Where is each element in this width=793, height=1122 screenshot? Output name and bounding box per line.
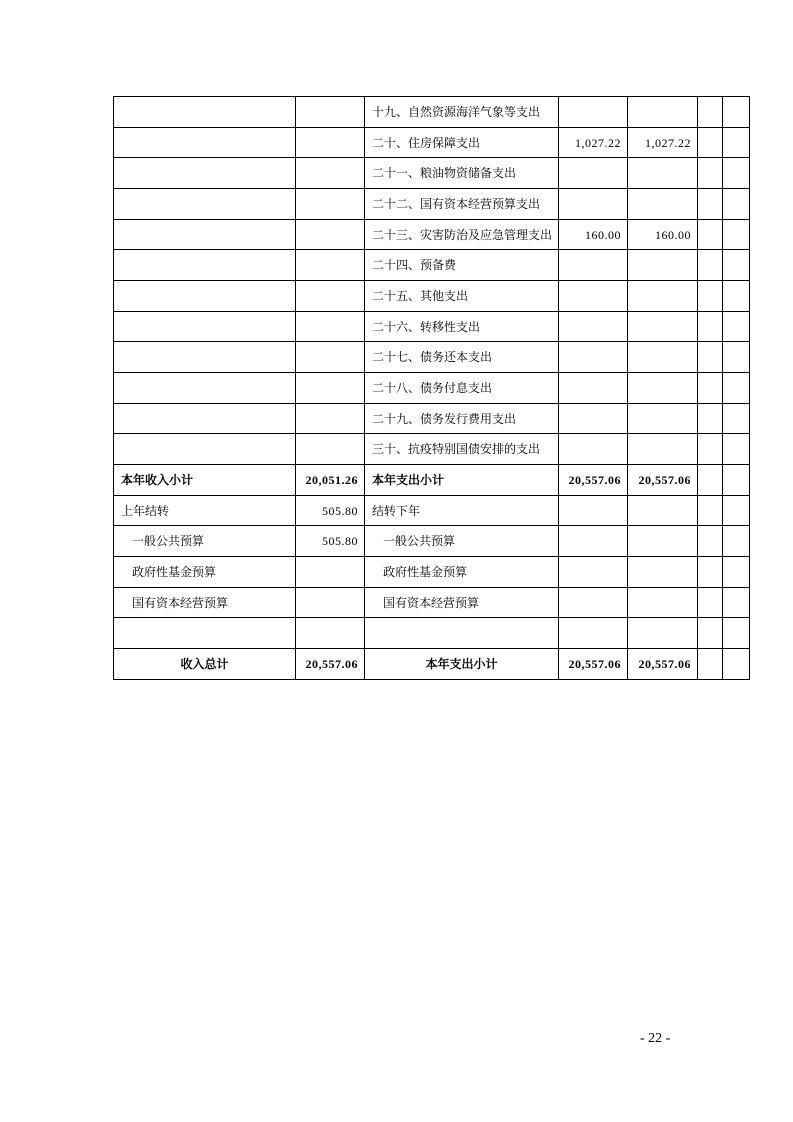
extra-cell [698,250,723,281]
expense-amount-cell [628,495,698,526]
expense-amount-cell [628,281,698,312]
income-amount-cell [296,97,365,128]
table-row [114,557,750,588]
expense-amount-cell [559,557,628,588]
table-row [114,403,750,434]
income-item-cell: 国有资本经营预算 [114,587,296,618]
extra-cell [698,342,723,373]
expense-amount-cell [559,526,628,557]
expense-amount-cell [628,403,698,434]
extra-cell [698,127,723,158]
table-row [114,250,750,281]
income-item-cell [114,97,296,128]
table-row [114,342,750,373]
income-item-cell [114,373,296,404]
expense-amount-cell [628,342,698,373]
expense-item-cell [365,618,559,649]
expense-amount-cell [628,189,698,220]
expense-amount-cell [559,587,628,618]
extra-cell [698,189,723,220]
expense-item-cell: 政府性基金预算 [365,557,559,588]
extra-cell [723,649,750,680]
expense-amount-cell [628,526,698,557]
income-item-cell [114,281,296,312]
extra-cell [723,526,750,557]
extra-cell [698,281,723,312]
income-amount-cell [296,618,365,649]
income-amount-cell: 20,557.06 [296,649,365,680]
expense-amount-cell [559,434,628,465]
expense-item-cell: 二十一、粮油物资储备支出 [365,158,559,189]
income-item-cell [114,219,296,250]
expense-amount-cell [628,618,698,649]
extra-cell [698,618,723,649]
expense-amount-cell [559,618,628,649]
extra-cell [723,311,750,342]
page-number: - 22 - [640,1031,671,1046]
income-amount-cell [296,158,365,189]
income-amount-cell: 505.80 [296,495,365,526]
expense-item-cell: 二十七、债务还本支出 [365,342,559,373]
expense-amount-cell [628,97,698,128]
table-row [114,618,750,649]
extra-cell [723,373,750,404]
extra-cell [698,434,723,465]
income-item-cell: 本年收入小计 [114,465,296,496]
expense-item-cell: 本年支出小计 [365,649,559,680]
income-item-cell [114,403,296,434]
table-row [114,189,750,220]
table-row [114,526,750,557]
subtotal-row [114,465,750,496]
income-amount-cell [296,434,365,465]
expense-amount-cell: 160.00 [628,219,698,250]
income-item-cell [114,311,296,342]
extra-cell [698,526,723,557]
table-row [114,587,750,618]
table-row [114,495,750,526]
extra-cell [723,127,750,158]
income-amount-cell [296,250,365,281]
income-amount-cell: 505.80 [296,526,365,557]
expense-amount-cell [559,342,628,373]
extra-cell [698,311,723,342]
table-row [114,158,750,189]
table-row [114,434,750,465]
total-row [114,649,750,680]
expense-amount-cell [628,434,698,465]
income-item-cell: 上年结转 [114,495,296,526]
extra-cell [698,373,723,404]
income-amount-cell [296,403,365,434]
expense-amount-cell: 20,557.06 [628,465,698,496]
expense-amount-cell [559,281,628,312]
income-amount-cell [296,373,365,404]
expense-item-cell: 二十八、债务付息支出 [365,373,559,404]
table-row [114,373,750,404]
expense-item-cell: 二十二、国有资本经营预算支出 [365,189,559,220]
income-amount-cell [296,557,365,588]
extra-cell [723,434,750,465]
expense-amount-cell: 20,557.06 [628,649,698,680]
extra-cell [723,495,750,526]
income-item-cell: 收入总计 [114,649,296,680]
table-row [114,311,750,342]
expense-item-cell: 二十四、预备费 [365,250,559,281]
table-row [114,97,750,128]
income-item-cell: 政府性基金预算 [114,557,296,588]
income-amount-cell [296,311,365,342]
expense-amount-cell [559,158,628,189]
expense-amount-cell [559,97,628,128]
expense-item-cell: 二十三、灾害防治及应急管理支出 [365,219,559,250]
income-amount-cell [296,189,365,220]
extra-cell [723,587,750,618]
extra-cell [723,342,750,373]
extra-cell [698,495,723,526]
expense-item-cell: 国有资本经营预算 [365,587,559,618]
extra-cell [723,97,750,128]
extra-cell [698,649,723,680]
expense-amount-cell [559,250,628,281]
expense-amount-cell: 20,557.06 [559,649,628,680]
expense-amount-cell [559,373,628,404]
income-item-cell [114,158,296,189]
income-amount-cell [296,219,365,250]
extra-cell [723,158,750,189]
extra-cell [698,403,723,434]
extra-cell [698,465,723,496]
extra-cell [723,465,750,496]
income-item-cell [114,250,296,281]
income-amount-cell: 20,051.26 [296,465,365,496]
expense-item-cell: 一般公共预算 [365,526,559,557]
income-item-cell [114,342,296,373]
extra-cell [723,189,750,220]
expense-amount-cell [628,250,698,281]
extra-cell [723,281,750,312]
extra-cell [698,158,723,189]
table-row [114,219,750,250]
expense-item-cell: 十九、自然资源海洋气象等支出 [365,97,559,128]
expense-amount-cell [628,373,698,404]
income-amount-cell [296,281,365,312]
expense-item-cell: 三十、抗疫特别国债安排的支出 [365,434,559,465]
expense-amount-cell [559,403,628,434]
expense-amount-cell [559,311,628,342]
income-item-cell [114,127,296,158]
expense-item-cell: 二十六、转移性支出 [365,311,559,342]
extra-cell [723,403,750,434]
income-amount-cell [296,127,365,158]
expense-amount-cell [559,189,628,220]
extra-cell [698,587,723,618]
income-item-cell [114,434,296,465]
expense-amount-cell: 160.00 [559,219,628,250]
table-row [114,281,750,312]
extra-cell [698,557,723,588]
expense-amount-cell [628,158,698,189]
budget-table [113,96,750,680]
table-row [114,127,750,158]
expense-amount-cell [628,311,698,342]
expense-amount-cell: 20,557.06 [559,465,628,496]
income-item-cell: 一般公共预算 [114,526,296,557]
income-amount-cell [296,587,365,618]
expense-item-cell: 二十九、债务发行费用支出 [365,403,559,434]
income-item-cell [114,618,296,649]
extra-cell [723,219,750,250]
expense-item-cell: 二十、住房保障支出 [365,127,559,158]
expense-item-cell: 本年支出小计 [365,465,559,496]
extra-cell [723,250,750,281]
expense-amount-cell [628,557,698,588]
expense-amount-cell [559,495,628,526]
expense-item-cell: 结转下年 [365,495,559,526]
extra-cell [698,219,723,250]
income-amount-cell [296,342,365,373]
income-item-cell [114,189,296,220]
expense-amount-cell [628,587,698,618]
expense-amount-cell: 1,027.22 [628,127,698,158]
expense-item-cell: 二十五、其他支出 [365,281,559,312]
extra-cell [723,618,750,649]
extra-cell [723,557,750,588]
expense-amount-cell: 1,027.22 [559,127,628,158]
extra-cell [698,97,723,128]
